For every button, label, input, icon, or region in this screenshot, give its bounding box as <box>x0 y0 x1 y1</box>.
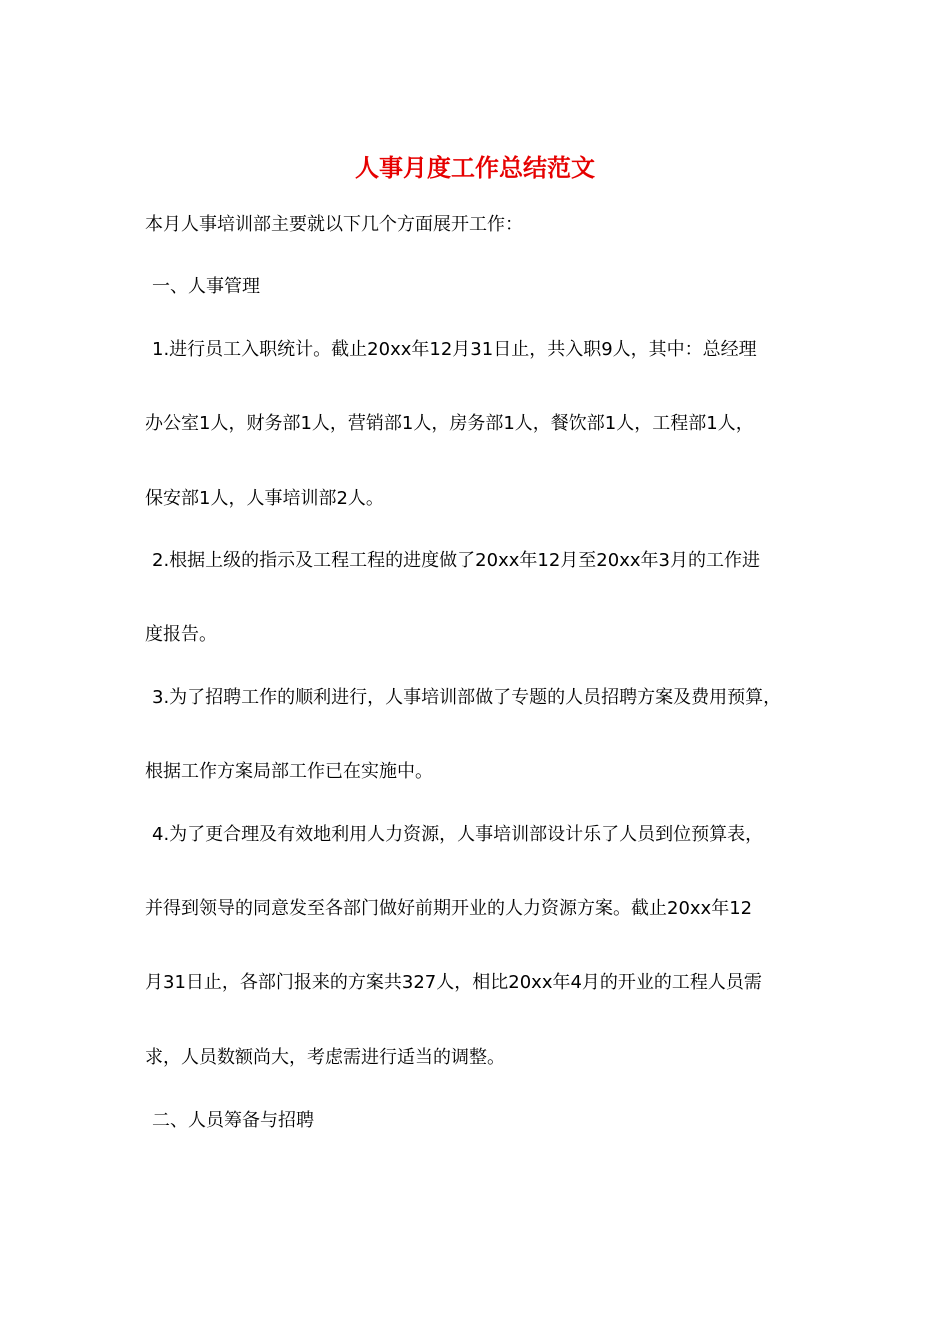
document-title: 人事月度工作总结范文 <box>355 153 595 182</box>
paragraph-line: 3.为了招聘工作的顺利进行，人事培训部做了专题的人员招聘方案及费用预算， <box>152 687 782 708</box>
paragraph-line: 办公室1人，财务部1人，营销部1人，房务部1人，餐饮部1人，工程部1人， <box>145 413 754 434</box>
paragraph-line: 保安部1人，人事培训部2人。 <box>145 488 384 509</box>
paragraph-line: 根据工作方案局部工作已在实施中。 <box>145 761 433 782</box>
paragraph-line: 2.根据上级的指示及工程工程的进度做了20xx年12月至20xx年3月的工作进 <box>152 550 760 571</box>
intro-paragraph: 本月人事培训部主要就以下几个方面展开工作： <box>145 214 523 235</box>
paragraph-line: 月31日止，各部门报来的方案共327人，相比20xx年4月的开业的工程人员需 <box>145 972 762 993</box>
paragraph-line: 1.进行员工入职统计。截止20xx年12月31日止，共入职9人，其中：总经理 <box>152 339 757 360</box>
section-heading-recruitment: 二、人员筹备与招聘 <box>152 1110 314 1131</box>
paragraph-line: 度报告。 <box>145 624 217 645</box>
paragraph-line: 并得到领导的同意发至各部门做好前期开业的人力资源方案。截止20xx年12 <box>145 898 753 919</box>
paragraph-line: 求，人员数额尚大，考虑需进行适当的调整。 <box>145 1047 505 1068</box>
paragraph-line: 4.为了更合理及有效地利用人力资源，人事培训部设计乐了人员到位预算表， <box>152 824 764 845</box>
section-heading-personnel-management: 一、人事管理 <box>152 276 260 297</box>
